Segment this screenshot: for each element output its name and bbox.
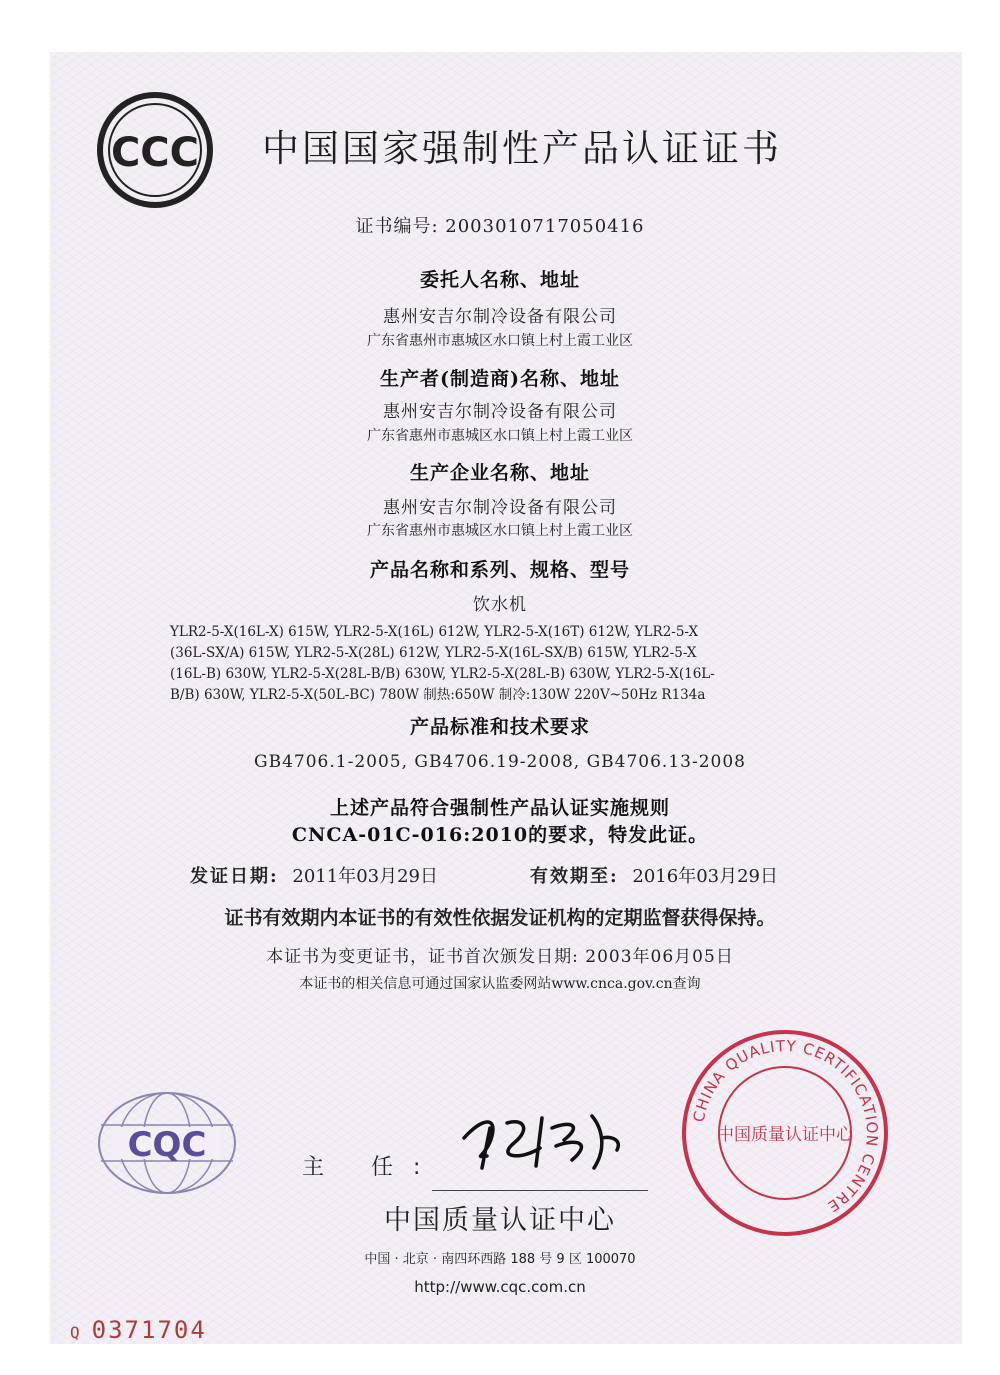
factory-address: 广东省惠州市惠城区水口镇上村上霞工业区	[367, 523, 633, 539]
client-heading: 委托人名称、地址	[419, 269, 580, 291]
factory-heading: 生产企业名称、地址	[409, 462, 590, 484]
cqc-logo-icon	[95, 1090, 239, 1196]
serial-number	[70, 1316, 207, 1344]
serial-prefix: Q	[70, 1323, 82, 1342]
product-name: 饮水机	[473, 595, 527, 615]
issue-date-value: 2011年03月29日	[292, 866, 439, 887]
issuer-address: 中国 · 北京 · 南四环西路 188 号 9 区 100070	[364, 1252, 636, 1267]
svg-text:CQC: CQC	[127, 1125, 207, 1165]
issue-date	[190, 862, 438, 888]
conformity-line-1: 上述产品符合强制性产品认证实施规则	[329, 797, 670, 819]
serial-value: 0371704	[91, 1316, 207, 1344]
svg-text:CCC: CCC	[110, 130, 200, 176]
product-heading: 产品名称和系列、规格、型号	[369, 559, 630, 581]
client-name: 惠州安吉尔制冷设备有限公司	[383, 307, 617, 327]
svg-text:CHINA QUALITY CERTIFICATION CE: CHINA QUALITY CERTIFICATION CENTRE	[689, 1036, 882, 1216]
signature-line	[432, 1190, 648, 1191]
validity-note: 证书有效期内本证书的有效性依据发证机构的定期监督获得保持。	[224, 907, 776, 929]
certificate-number: 证书编号: 2003010717050416	[355, 216, 645, 237]
model-line: (16L-B) 630W, YLR2-5-X(28L-B/B) 630W, YLR2-5-X(28L-B) 630W, YLR2-5-X(16L-	[170, 666, 715, 682]
certificate-title: 中国国家强制性产品认证证书	[262, 127, 782, 170]
manufacturer-name: 惠州安吉尔制冷设备有限公司	[383, 402, 617, 422]
website-note: 本证书的相关信息可通过国家认监委网站www.cnca.gov.cn查询	[299, 976, 701, 992]
issuer-website: http://www.cqc.com.cn	[414, 1278, 586, 1296]
manufacturer-heading: 生产者(制造商)名称、地址	[380, 368, 620, 390]
official-seal-icon	[680, 1028, 890, 1238]
manufacturer-address: 广东省惠州市惠城区水口镇上村上霞工业区	[367, 428, 633, 444]
signature-icon	[452, 1098, 632, 1178]
svg-text:中国质量认证中心: 中国质量认证中心	[717, 1125, 853, 1145]
change-note: 本证书为变更证书，证书首次颁发日期: 2003年06月05日	[266, 947, 734, 967]
model-line: (36L-SX/A) 615W, YLR2-5-X(28L) 612W, YLR2-5-X(16L-SX/B) 615W, YLR2-5-X	[170, 645, 697, 661]
model-line: YLR2-5-X(16L-X) 615W, YLR2-5-X(16L) 612W, YLR2-5-X(16T) 612W, YLR2-5-X	[170, 624, 699, 640]
ccc-logo-icon	[97, 92, 213, 208]
product-models	[170, 622, 840, 706]
client-address: 广东省惠州市惠城区水口镇上村上霞工业区	[367, 333, 633, 349]
issuer-name: 中国质量认证中心	[384, 1205, 616, 1236]
expiry-date-label: 有效期至:	[530, 866, 619, 887]
model-line: B/B) 630W, YLR2-5-X(50L-BC) 780W 制热:650W 制冷:130W 220V~50Hz R134a	[170, 687, 706, 703]
factory-name: 惠州安吉尔制冷设备有限公司	[383, 498, 617, 518]
expiry-date-value: 2016年03月29日	[632, 866, 779, 887]
standards-value: GB4706.1-2005, GB4706.19-2008, GB4706.13-2008	[254, 752, 746, 772]
standards-heading: 产品标准和技术要求	[409, 716, 590, 738]
conformity-line-2: CNCA-01C-016:2010的要求，特发此证。	[291, 824, 709, 846]
director-label: 主 任:	[302, 1155, 441, 1180]
expiry-date	[530, 862, 778, 888]
issue-date-label: 发证日期:	[190, 866, 279, 887]
